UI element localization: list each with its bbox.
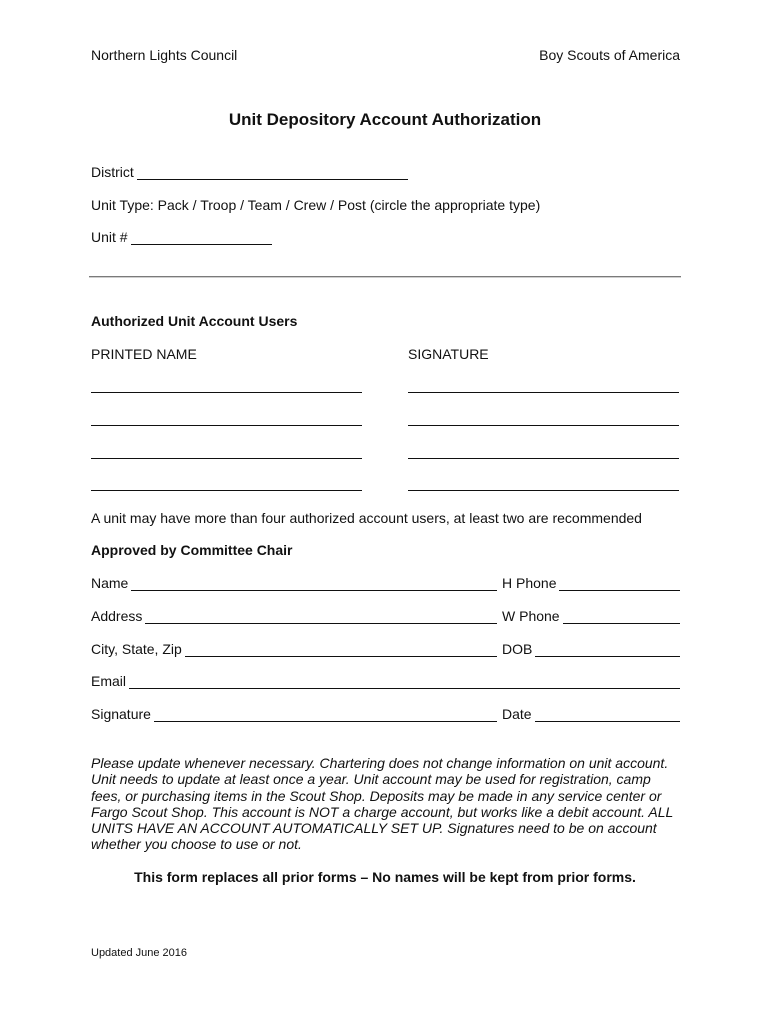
authorized-users-heading: Authorized Unit Account Users [91, 313, 298, 329]
chair-dob-field[interactable] [502, 641, 680, 657]
chair-city-state-zip-input[interactable] [185, 643, 497, 657]
chair-date-input[interactable] [535, 708, 680, 722]
authorized-users-note: A unit may have more than four authorized account users, at least two are recommended [91, 510, 642, 526]
chair-name-field[interactable] [91, 575, 497, 591]
replaces-notice: This form replaces all prior forms – No names will be kept from prior forms. [134, 869, 636, 885]
printed-name-line-1[interactable] [91, 392, 362, 393]
chair-email-input[interactable] [129, 675, 680, 689]
chair-name-label: Name [91, 575, 129, 591]
organization-name: Boy Scouts of America [539, 47, 680, 63]
unit-number-label: Unit # [91, 229, 128, 245]
page-title: Unit Depository Account Authorization [228, 110, 542, 129]
chair-city-state-zip-field[interactable] [91, 641, 497, 657]
signature-line-4[interactable] [408, 490, 679, 491]
district-input[interactable] [137, 166, 408, 180]
signature-line-3[interactable] [408, 458, 679, 459]
district-field[interactable] [91, 164, 408, 180]
chair-w-phone-input[interactable] [563, 610, 680, 624]
printed-name-line-2[interactable] [91, 425, 362, 426]
printed-name-line-3[interactable] [91, 458, 362, 459]
chair-h-phone-label: H Phone [502, 575, 557, 591]
chair-city-state-zip-label: City, State, Zip [91, 641, 182, 657]
chair-w-phone-label: W Phone [502, 608, 560, 624]
chair-w-phone-field[interactable] [502, 608, 680, 624]
chair-email-field[interactable] [91, 673, 680, 689]
district-label: District [91, 164, 134, 180]
signature-line-2[interactable] [408, 425, 679, 426]
chair-address-field[interactable] [91, 608, 497, 624]
signature-line-1[interactable] [408, 392, 679, 393]
signature-header: SIGNATURE [408, 346, 489, 362]
chair-signature-label: Signature [91, 706, 151, 722]
chair-date-label: Date [502, 706, 532, 722]
chair-email-label: Email [91, 673, 127, 689]
unit-type-label: Unit Type: Pack / Troop / Team / Crew / Post (circle the appropriate type) [91, 197, 541, 213]
instructions-paragraph: Please update whenever necessary. Chartering does not change information on unit account. Unit needs to update at least once a year. Unit account may be used for registration, camp fees, or purchasing items in the Scout Shop. Deposits may be made in any service center or Fargo Scout Shop. This account is NOT a charge account, but works like a debit account. ALL UNITS HAVE AN ACCOUNT AUTOMATICALLY SET UP. Signatures need to be on account whether you choose to use or not. [91, 755, 674, 853]
chair-dob-input[interactable] [535, 643, 680, 657]
chair-signature-input[interactable] [154, 708, 497, 722]
printed-name-header: PRINTED NAME [91, 346, 197, 362]
printed-name-line-4[interactable] [91, 490, 362, 491]
council-name: Northern Lights Council [91, 47, 238, 63]
committee-chair-heading: Approved by Committee Chair [91, 542, 293, 558]
unit-number-field[interactable] [91, 229, 272, 245]
chair-address-label: Address [91, 608, 143, 624]
chair-signature-field[interactable] [91, 706, 497, 722]
chair-address-input[interactable] [145, 610, 497, 624]
chair-date-field[interactable] [502, 706, 680, 722]
unit-number-input[interactable] [131, 231, 272, 245]
chair-name-input[interactable] [131, 577, 497, 591]
chair-dob-label: DOB [502, 641, 533, 657]
section-divider [89, 276, 681, 278]
updated-date: Updated June 2016 [91, 947, 188, 959]
chair-h-phone-input[interactable] [559, 577, 680, 591]
chair-h-phone-field[interactable] [502, 575, 680, 591]
